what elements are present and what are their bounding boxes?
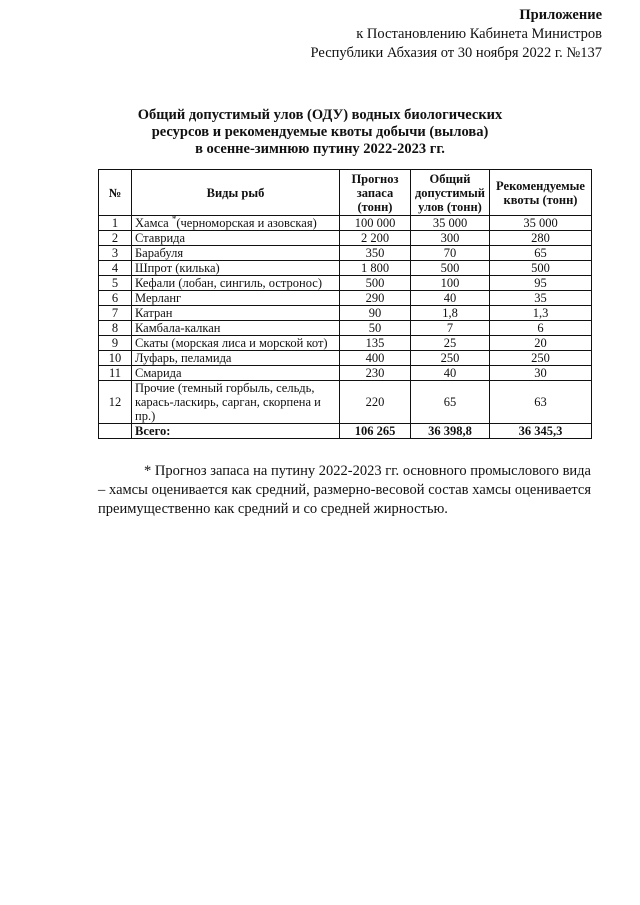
row-number: 12 [99,381,132,424]
recommended-quota-value: 500 [490,261,592,276]
total-stock-forecast: 106 265 [340,424,411,439]
stock-forecast-value: 350 [340,246,411,261]
total-allowable-catch-value: 40 [411,291,490,306]
table-row [99,306,592,321]
species-name: Барабуля [132,246,340,261]
table-row [99,231,592,246]
recommended-quota-value: 65 [490,246,592,261]
recommended-quota-value: 280 [490,231,592,246]
table-row [99,366,592,381]
stock-forecast-value: 100 000 [340,216,411,231]
header-recommended-quota: Рекомендуемые квоты (тонн) [490,170,592,216]
row-number: 11 [99,366,132,381]
table-row [99,216,592,231]
table-row [99,276,592,291]
stock-forecast-value: 1 800 [340,261,411,276]
appendix-title: Приложение [519,7,602,23]
total-allowable-catch-value: 25 [411,336,490,351]
row-number: 7 [99,306,132,321]
species-name: Прочие (темный горбыль, сельдь, карась-ласкирь, сарган, скорпена и пр.) [132,381,340,424]
appendix-reference-line-1: к Постановлению Кабинета Министров [356,26,602,42]
total-label: Всего: [132,424,340,439]
stock-forecast-value: 290 [340,291,411,306]
quota-table [98,169,592,439]
total-allowable-catch-value: 500 [411,261,490,276]
species-name [132,216,340,231]
table-row [99,291,592,306]
species-name: Скаты (морская лиса и морской кот) [132,336,340,351]
document-title-line-2: ресурсов и рекомендуемые квоты добычи (вылова) [151,124,489,140]
recommended-quota-value: 20 [490,336,592,351]
species-name: Кефали (лобан, сингиль, остронос) [132,276,340,291]
total-number-cell [99,424,132,439]
total-allowable-catch-value: 7 [411,321,490,336]
table-row [99,321,592,336]
recommended-quota-value: 35 [490,291,592,306]
species-name: Катран [132,306,340,321]
recommended-quota-value: 1,3 [490,306,592,321]
species-name-text: Хамса [135,216,169,230]
stock-forecast-value: 135 [340,336,411,351]
total-recommended-quota: 36 345,3 [490,424,592,439]
stock-forecast-value: 90 [340,306,411,321]
row-number: 6 [99,291,132,306]
stock-forecast-value: 500 [340,276,411,291]
species-name: Камбала-калкан [132,321,340,336]
row-number: 9 [99,336,132,351]
total-allowable-catch-value: 65 [411,381,490,424]
document-title [20,107,620,158]
row-number: 1 [99,216,132,231]
total-allowable-catch-value: 35 000 [411,216,490,231]
appendix-header [182,6,602,63]
species-name: Ставрида [132,231,340,246]
row-number: 3 [99,246,132,261]
species-name: Шпрот (килька) [132,261,340,276]
row-number: 5 [99,276,132,291]
stock-forecast-value: 2 200 [340,231,411,246]
document-title-line-1: Общий допустимый улов (ОДУ) водных биологических [137,107,503,123]
recommended-quota-value: 35 000 [490,216,592,231]
row-number: 8 [99,321,132,336]
row-number: 4 [99,261,132,276]
table-row [99,336,592,351]
total-allowable-catch: 36 398,8 [411,424,490,439]
row-number: 10 [99,351,132,366]
table-header-row [99,170,592,216]
total-allowable-catch-value: 70 [411,246,490,261]
recommended-quota-value: 6 [490,321,592,336]
document-title-line-3: в осенне-зимнюю путину 2022-2023 гг. [195,141,445,157]
stock-forecast-value: 230 [340,366,411,381]
appendix-reference-line-2: Республики Абхазия от 30 ноября 2022 г. №137 [310,45,602,61]
recommended-quota-value: 63 [490,381,592,424]
recommended-quota-value: 250 [490,351,592,366]
recommended-quota-value: 95 [490,276,592,291]
header-stock-forecast: Прогноз запаса (тонн) [340,170,411,216]
row-number: 2 [99,231,132,246]
total-allowable-catch-value: 1,8 [411,306,490,321]
total-allowable-catch-value: 300 [411,231,490,246]
total-allowable-catch-value: 250 [411,351,490,366]
total-allowable-catch-value: 100 [411,276,490,291]
species-name: Смарида [132,366,340,381]
header-total-allowable-catch: Общий допустимый улов (тонн) [411,170,490,216]
species-name: Луфарь, пеламида [132,351,340,366]
total-row [99,424,592,439]
stock-forecast-value: 50 [340,321,411,336]
footnote: * Прогноз запаса на путину 2022-2023 гг. основного промыслового вида – хамсы оценивается как средний, размерно-весовой состав хамсы оценивается преимущественно как средний и со средней жирностью. [98,463,591,517]
header-species: Виды рыб [132,170,340,216]
recommended-quota-value: 30 [490,366,592,381]
stock-forecast-value: 400 [340,351,411,366]
total-allowable-catch-value: 40 [411,366,490,381]
table-row [99,261,592,276]
header-number: № [99,170,132,216]
stock-forecast-value: 220 [340,381,411,424]
footnote-mark: * [171,214,177,224]
table-row [99,351,592,366]
species-name: Мерланг [132,291,340,306]
table-row [99,246,592,261]
species-name-detail: (черноморская и азовская) [176,216,317,230]
table-row [99,381,592,424]
